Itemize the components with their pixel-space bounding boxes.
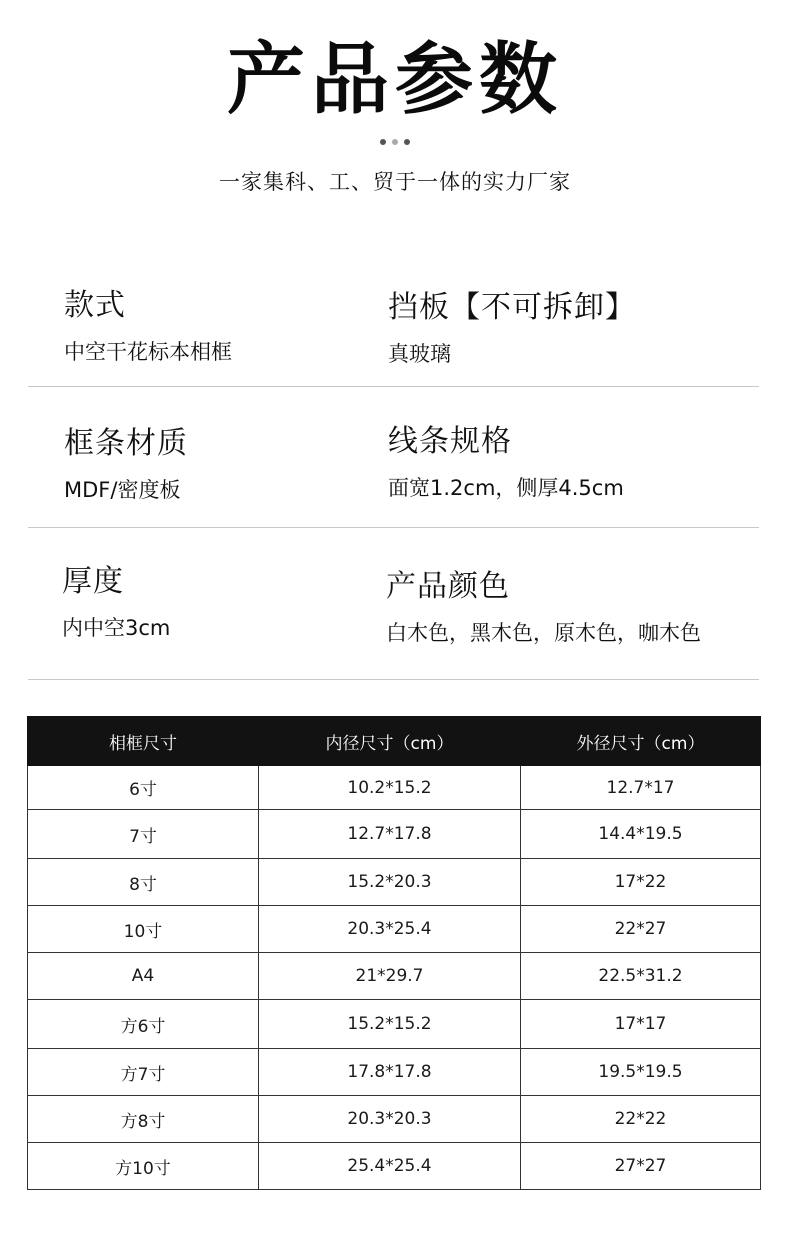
param-value: 内中空3cm	[62, 616, 171, 640]
cell-frame-size: 10寸	[28, 906, 259, 953]
param-frame-material	[64, 418, 188, 504]
dot-icon	[392, 139, 398, 145]
cell-frame-size: A4	[28, 953, 259, 1000]
size-table	[27, 716, 761, 1190]
cell-frame-size: 方8寸	[28, 1096, 259, 1143]
divider	[28, 386, 759, 387]
table-row	[28, 906, 761, 953]
divider	[28, 679, 759, 680]
param-title: 挡板【不可拆卸】	[388, 290, 636, 325]
table-row	[28, 1096, 761, 1143]
param-color	[386, 561, 701, 647]
cell-frame-size: 6寸	[28, 766, 259, 810]
cell-outer-size: 22*22	[521, 1096, 761, 1143]
page-title: 产品参数	[226, 35, 563, 125]
cell-frame-size: 7寸	[28, 810, 259, 859]
cell-inner-size: 15.2*15.2	[259, 1000, 521, 1049]
table-row	[28, 1000, 761, 1049]
param-glass	[388, 282, 636, 368]
table-row	[28, 810, 761, 859]
cell-frame-size: 方10寸	[28, 1143, 259, 1190]
header-outer-size: 外径尺寸（cm）	[521, 717, 761, 766]
cell-inner-size: 25.4*25.4	[259, 1143, 521, 1190]
cell-outer-size: 22*27	[521, 906, 761, 953]
table-header-row	[28, 717, 761, 766]
cell-inner-size: 12.7*17.8	[259, 810, 521, 859]
param-title: 产品颜色	[386, 569, 510, 604]
cell-outer-size: 17*22	[521, 859, 761, 906]
cell-frame-size: 方6寸	[28, 1000, 259, 1049]
param-title: 款式	[64, 288, 126, 323]
header-inner-size: 内径尺寸（cm）	[259, 717, 521, 766]
dot-icon	[404, 139, 410, 145]
cell-outer-size: 27*27	[521, 1143, 761, 1190]
param-style	[64, 280, 232, 366]
cell-outer-size: 17*17	[521, 1000, 761, 1049]
table-row	[28, 859, 761, 906]
param-value: 面宽1.2cm，侧厚4.5cm	[388, 476, 624, 500]
table-row	[28, 1049, 761, 1096]
cell-outer-size: 12.7*17	[521, 766, 761, 810]
divider	[28, 527, 759, 528]
cell-frame-size: 方7寸	[28, 1049, 259, 1096]
cell-inner-size: 21*29.7	[259, 953, 521, 1000]
param-title: 线条规格	[388, 424, 512, 459]
cell-frame-size: 8寸	[28, 859, 259, 906]
cell-outer-size: 19.5*19.5	[521, 1049, 761, 1096]
header-frame-size: 相框尺寸	[28, 717, 259, 766]
param-value: MDF/密度板	[64, 478, 181, 502]
table-row	[28, 1143, 761, 1190]
cell-inner-size: 17.8*17.8	[259, 1049, 521, 1096]
cell-inner-size: 20.3*20.3	[259, 1096, 521, 1143]
dot-icon	[380, 139, 386, 145]
param-value: 真玻璃	[388, 342, 451, 366]
param-title: 厚度	[62, 564, 124, 599]
param-value: 白木色，黑木色，原木色，咖木色	[386, 621, 701, 645]
table-row	[28, 766, 761, 810]
param-title: 框条材质	[64, 426, 188, 461]
param-thickness	[62, 556, 170, 642]
cell-inner-size: 20.3*25.4	[259, 906, 521, 953]
page-subtitle: 一家集科、工、贸于一体的实力厂家	[219, 170, 571, 194]
param-line-spec	[388, 416, 624, 502]
decorative-dots	[0, 139, 790, 145]
cell-outer-size: 22.5*31.2	[521, 953, 761, 1000]
cell-inner-size: 15.2*20.3	[259, 859, 521, 906]
table-row	[28, 953, 761, 1000]
param-value: 中空干花标本相框	[64, 340, 232, 364]
cell-outer-size: 14.4*19.5	[521, 810, 761, 859]
cell-inner-size: 10.2*15.2	[259, 766, 521, 810]
